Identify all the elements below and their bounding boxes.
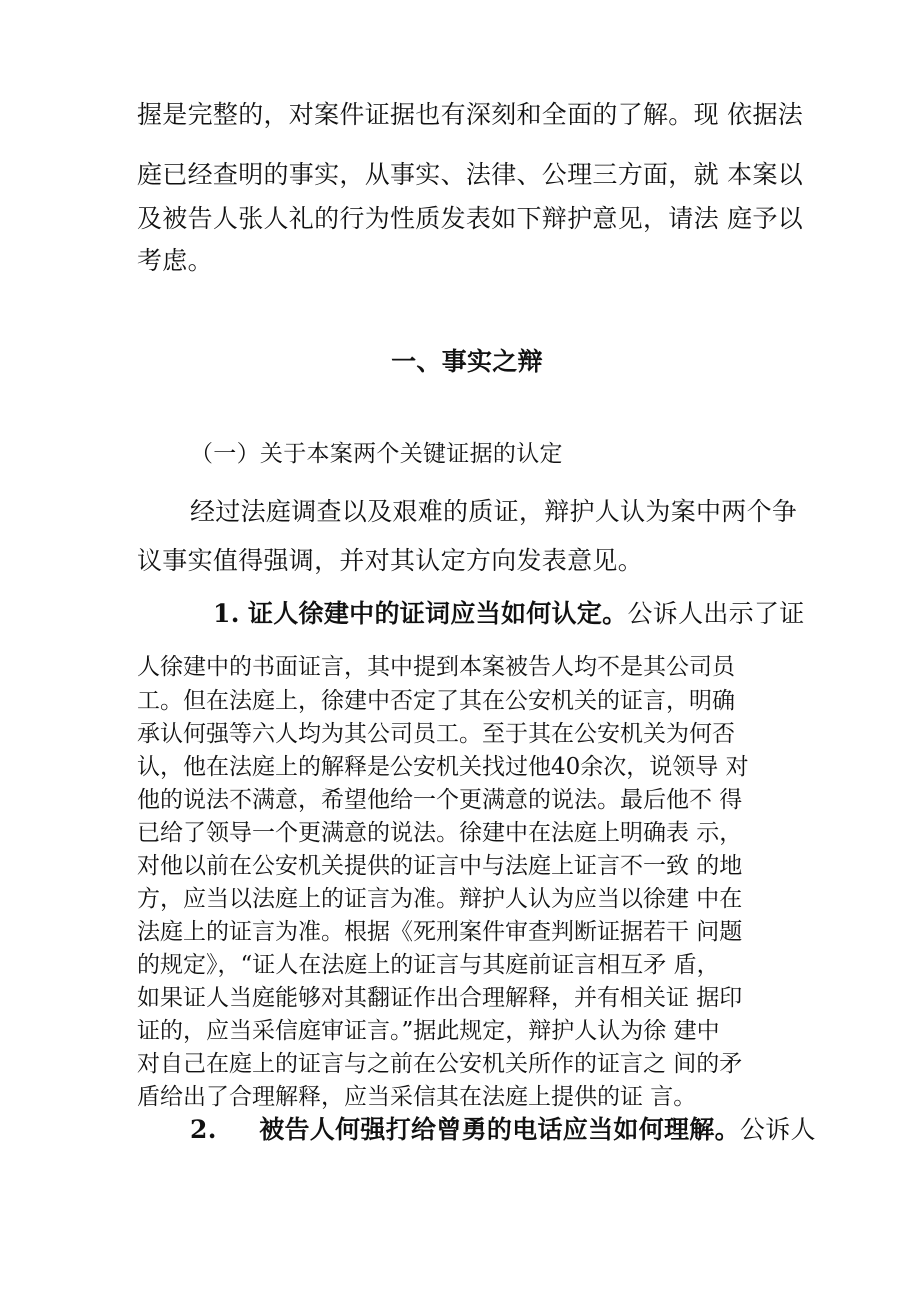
item1-line-7: 对他以前在公安机关提供的证言中与法庭上证言不一致 的地	[137, 853, 743, 879]
paragraph1-line-1: 经过法庭调查以及艰难的质证，辩护人认为案中两个争	[190, 497, 798, 526]
item1-first-line-rest: 公诉人出示了证	[627, 599, 805, 628]
item1-line-1: 人徐建中的书面证言，其中提到本案被告人均不是其公司员	[137, 654, 735, 680]
subsection-heading: （一）关于本案两个关键证据的认定	[190, 441, 563, 467]
item1-line-4: 认，他在法庭上的解释是公安机关找过他40余次，说领导 对	[137, 754, 749, 780]
intro-line-4: 考虑。	[137, 246, 213, 275]
intro-line-2: 庭已经查明的事实，从事实、法律、公理三方面，就 本案以	[137, 160, 804, 189]
item2-first-line-rest: 公诉人	[739, 1115, 816, 1144]
item1-line-14: 盾给出了合理解释，应当采信其在法庭上提供的证 言。	[137, 1084, 697, 1110]
item2-first-line	[190, 1115, 816, 1145]
section-heading: 一、事实之辩	[391, 347, 543, 376]
item1-line-10: 的规定》，“证人在法庭上的证言与其庭前证言相互矛 盾，	[137, 952, 720, 978]
item1-line-8: 方，应当以法庭上的证言为准。辩护人认为应当以徐建 中在	[137, 886, 743, 912]
item1-line-13: 对自己在庭上的证言与之前在公安机关所作的证言之 间的矛	[137, 1051, 743, 1077]
item1-line-3: 承认何强等六人均为其公司员工。至于其在公安机关为何否	[137, 721, 735, 747]
item1-line-12: 证的，应当采信庭审证言。”据此规定，辩护人认为徐 建中	[137, 1018, 720, 1044]
item2-number: 2.	[190, 1115, 217, 1144]
intro-line-3: 及被告人张人礼的行为性质发表如下辩护意见，请法 庭予以	[137, 204, 804, 233]
item1-number: 1.	[213, 599, 240, 628]
item1-line-11: 如果证人当庭能够对其翻证作出合理解释，并有相关证 据印	[137, 985, 743, 1011]
item1-line-5: 他的说法不满意，希望他给一个更满意的说法。最后他不 得	[137, 787, 743, 813]
item1-line-2: 工。但在法庭上，徐建中否定了其在公安机关的证言，明确	[137, 688, 735, 714]
item1-title: 证人徐建中的证词应当如何认定。	[247, 599, 628, 628]
item1-line-6: 已给了领导一个更满意的说法。徐建中在法庭上明确表 示，	[137, 820, 743, 846]
item1-first-line	[213, 599, 805, 629]
item2-title: 被告人何强打给曾勇的电话应当如何理解。	[259, 1115, 740, 1144]
intro-line-1: 握是完整的，对案件证据也有深刻和全面的了解。现 依据法	[137, 100, 804, 129]
item1-line-9: 法庭上的证言为准。根据《死刑案件审查判断证据若干 问题	[137, 919, 743, 945]
paragraph1-line-2: 议事实值得强调，并对其认定方向发表意见。	[137, 546, 644, 575]
